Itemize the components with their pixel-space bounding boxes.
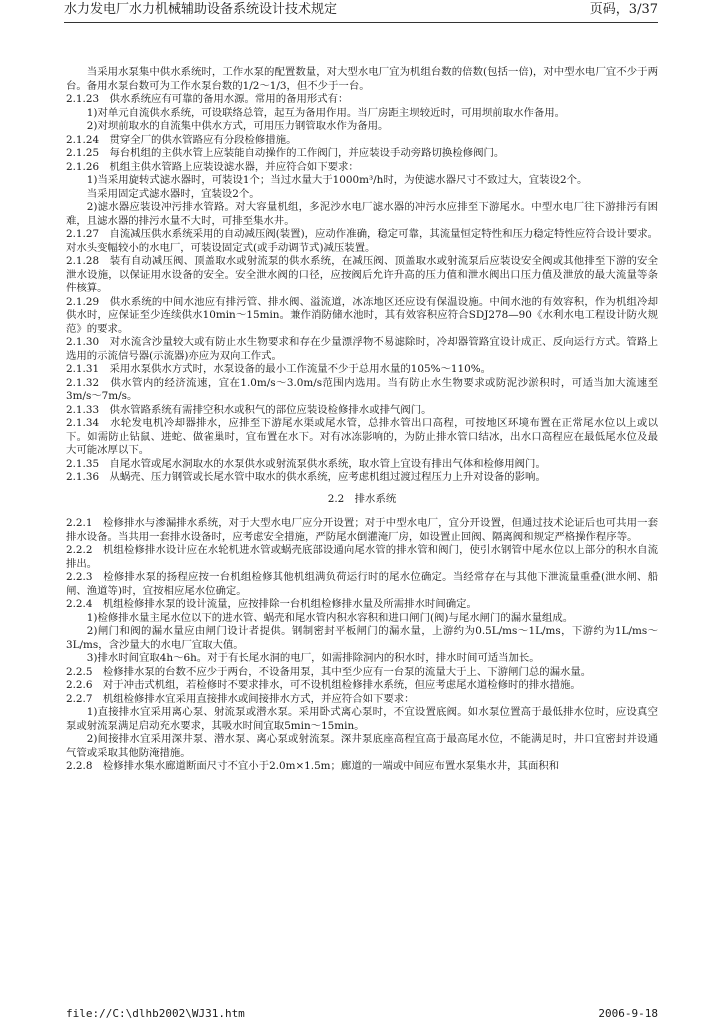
paragraph: 1)检修排水量主尾水位以下的进水管、蜗壳和尾水管内积水容积和进口闸门(阀)与尾水闸门的漏水量组成。 (86, 611, 574, 624)
section-heading: 2.2 排水系统 (327, 492, 397, 505)
clause-2-2-6: 2.2.6 对于冲击式机组，若检修时不要求排水，可不设机组检修排水系统，但应考虑尾水道检修时的排水措施。 (66, 679, 581, 691)
clause-2-1-35: 2.1.35 自尾水管或尾水洞取水的水泵供水或射流泵供水系统，取水管上宜设有排出气体和检修用阀门。 (66, 457, 546, 470)
clause-2-2-1: 2.2.1 检修排水与渗漏排水系统，对于大型水电厂应分开设置；对于中型水电厂，宜分开设置，但通过技术论证后也可共用一套排水设备。当共用一套排水设备时，应考虑安全措施，严防尾水倒灌淹厂房，如设置止回阀、隔离阀和规定严格操作程序等。 (66, 517, 658, 543)
clause-2-1-34: 2.1.34 水轮发电机冷却器排水，应排至下游尾水渠或尾水管，总排水管出口高程，可按地区环境布置在正常尾水位以上或以下。如需防止钻鼠、进蛇、做雀巢时，宜布置在水下。对有冰冻影响的，为防止排水管口结冰，出水口高程应在最低尾水位及最大可能冰厚以下。 (66, 417, 658, 456)
paragraph: 2)闸门和阀的漏水量应由闸门设计者提供。钢制密封平板闸门的漏水量，上游约为0.5L/ms～1L/ms，下游约为1L/ms～3L/ms，含沙量大的水电厂宜取大值。 (66, 625, 658, 651)
file-path: file://C:\dlhb2002\WJ31.htm (66, 1007, 245, 1020)
paragraph: 当采用水泵集中供水系统时，工作水泵的配置数量，对大型水电厂宜为机组台数的倍数(包括一倍)，对中型水电厂宜不少于两台。备用水泵台数可为工作水泵台数的1/2～1/3，但不少于一台。 (66, 66, 658, 92)
clause-2-2-4: 2.2.4 机组检修排水泵的设计流量，应按排除一台机组检修排水量及所需排水时间确定。 (66, 598, 477, 610)
document-title: 水力发电厂水力机械辅助设备系统设计技术规定 (64, 2, 338, 17)
header-divider (64, 22, 658, 23)
clause-2-1-29: 2.1.29 供水系统的中间水池应有排污管、排水阀、溢流道，冰冻地区还应设有保温设施。中间水池的有效容积，作为机组冷却供水时，应保证至少连续供水10min～15min。兼作消防储水池时，其有效容积应符合SDJ278—90《水利水电工程设计防火规范》的要求。 (66, 295, 658, 335)
clause-2-2-3: 2.2.3 检修排水泵的扬程应按一台机组检修其他机组满负荷运行时的尾水位确定。当经常存在与其他下泄流量重叠(泄水闸、船闸、渔道等)时，宜按相应尾水位确定。 (66, 571, 658, 597)
clause-2-1-26: 2.1.26 机组主供水管路上应装设滤水器，并应符合如下要求： (66, 160, 359, 173)
clause-2-2-5: 2.2.5 检修排水泵的台数不应少于两台，不设备用泵，其中至少应有一台泵的流量大于上、下游闸门总的漏水量。 (66, 665, 592, 678)
clause-2-1-28: 2.1.28 装有自动减压阀、顶盖取水或射流泵的供水系统，在减压阀、顶盖取水或射流泵后应装设安全阀或其他排至下游的安全泄水设施，以保证用水设备的安全。安全泄水阀的口径，应按阀后允许升高的压力值和泄水阀出口压力值及泄放的最大流量等条件核算。 (66, 255, 658, 294)
paragraph: 3)排水时间宜取4h～6h。对于有长尾水洞的电厂，如需排除洞内的积水时，排水时间可适当加长。 (86, 652, 540, 664)
paragraph: 2)滤水器应装设冲污排水管路。对大容量机组，多泥沙水电厂滤水器的冲污水应排至下游尾水。中型水电厂往下游排污有困难，且滤水器的排污水量不大时，可排至集水井。 (66, 201, 658, 227)
clause-2-2-7: 2.2.7 机组检修排水宜采用直接排水或间接排水方式，并应符合如下要求： (66, 692, 415, 705)
clause-2-1-30: 2.1.30 对水流含沙量较大或有防止水生物要求和存在少量漂浮物不易滤除时，冷却器管路宜设计成正、反向运行方式。管路上选用的示流信号器(示流器)亦应为双向工作式。 (66, 336, 658, 362)
clause-2-1-24: 2.1.24 贯穿全厂的供水管路应有分段检修措施。 (66, 133, 297, 146)
paragraph: 1)直接排水宜采用离心泵、射流泵或潜水泵。采用卧式离心泵时，不宜设置底阀。如水泵位置高于最低排水位时，应设真空泵或射流泵满足启动充水要求，其吸水时间宜取5min～15min。 (66, 706, 658, 732)
document-header (64, 2, 658, 20)
clause-2-1-31: 2.1.31 采用水泵供水方式时，水泵设备的最小工作流量不少于总用水量的105%～110%。 (66, 363, 491, 375)
paragraph: 1)对单元自流供水系统，可设联络总管，起互为备用作用。当厂房距主坝较近时，可用坝前取水作备用。 (86, 106, 566, 119)
page-number: 页码，3/37 (589, 2, 658, 17)
clause-2-2-2: 2.2.2 机组检修排水设计应在水轮机进水管或蜗壳底部设通向尾水管的排水管和阀门，使引水钢管中尾水位以上部分的积水自流排出。 (66, 544, 658, 570)
document-body (66, 66, 658, 774)
document-footer (66, 1007, 658, 1021)
paragraph: 当采用固定式滤水器时，宜装设2个。 (86, 187, 260, 200)
clause-2-1-23: 2.1.23 供水系统应有可靠的备用水源。常用的备用形式有： (66, 93, 349, 105)
paragraph: 2)对坝前取水的自流集中供水方式，可用压力钢管取水作为备用。 (86, 120, 389, 132)
clause-2-1-25: 2.1.25 每台机组的主供水管上应装能自动操作的工作阀门，并应装设手动旁路切换检修阀门。 (66, 147, 505, 159)
clause-2-2-8: 2.2.8 检修排水集水廊道断面尺寸不宜小于2.0m×1.5m；廊道的一端或中间应布置水泵集水井，其面积和 (66, 760, 560, 772)
clause-2-1-36: 2.1.36 从蜗壳、压力钢管或长尾水管中取水的供水系统，应考虑机组过渡过程压力上升对设备的影响。 (66, 471, 546, 483)
clause-2-1-27: 2.1.27 自流减压供水系统采用的自动减压阀(装置)，应动作准确，稳定可靠，其流量恒定特性和压力稳定特性应符合设计要求。对水头变幅较小的水电厂，可装设固定式(或手动调节式)减压装置。 (66, 228, 658, 254)
clause-2-1-32: 2.1.32 供水管内的经济流速，宜在1.0m/s～3.0m/s范围内选用。当有防止水生物要求或防泥沙淤积时，可适当加大流速至3m/s～7m/s。 (66, 376, 658, 402)
paragraph: 2)间接排水宜采用深井泵、潜水泵、离心泵或射流泵。深井泵底座高程宜高于最高尾水位，不能满足时，井口宜密封并设通气管或采取其他防淹措施。 (66, 733, 658, 759)
paragraph: 1)当采用旋转式滤水器时，可装设1个；当过水量大于1000m³/h时，为使滤水器尺寸不致过大，宜装设2个。 (86, 174, 588, 186)
print-date: 2006-9-18 (598, 1007, 658, 1020)
clause-2-1-33: 2.1.33 供水管路系统有需排空积水或积气的部位应装设检修排水或排气阀门。 (66, 403, 432, 416)
